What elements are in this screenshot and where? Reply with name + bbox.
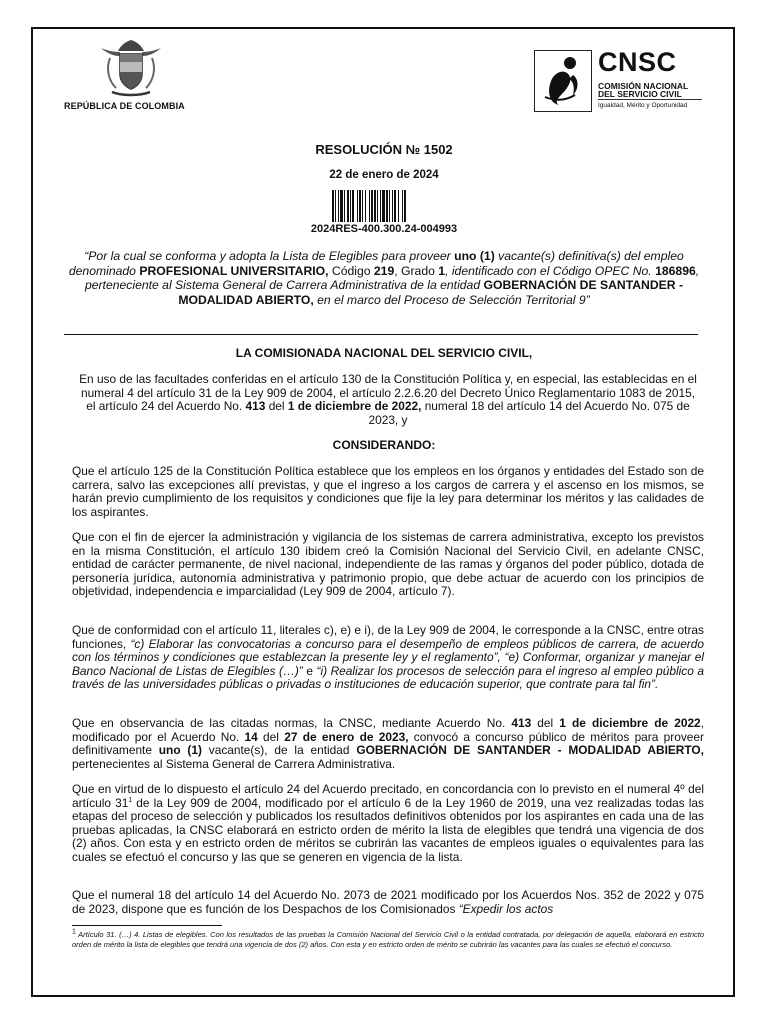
paragraph-2: Que con el fin de ejercer la administración y vigilancia de los sistemas de carrera administrativa, excepto los previstos en la misma Constitución, el artículo 130 ibidem creó la Comisión Nacional del Servicio Civil, en adelante CNSC, entidad de carácter permanente, de nivel nacional, independiente de las ramas y órganos del poder público, dotada de personería jurídica, autonomía administrativa y patrimonio propio, que debe actuar de acuerdo con los principios de objetividad, independencia e imparcialidad (Ley 909 de 2004, artículo 7).: [72, 530, 704, 599]
country-caption: REPÚBLICA DE COLOMBIA: [64, 101, 185, 111]
paragraph-6: Que el numeral 18 del artículo 14 del Acuerdo No. 2073 de 2021 modificado por los Acuerdos Nos. 352 de 2022 y 075 de 2023, dispone que es función de los Despachos de los Comisionados “Expedir los actos: [72, 888, 704, 916]
logo-name-line2: DEL SERVICIO CIVIL: [598, 89, 682, 99]
resolution-code: 2024RES-400.300.24-004993: [310, 223, 458, 235]
logo-emblem-box: [534, 50, 592, 112]
resolution-date: 22 de enero de 2024: [329, 169, 439, 181]
header-divider: [64, 334, 698, 335]
paragraph-4: Que en observancia de las citadas normas, la CNSC, mediante Acuerdo No. 413 del 1 de diciembre de 2022, modificado por el Acuerdo No. 14 del 27 de enero de 2023, convocó a concurso público de méritos para proveer definitivamente uno (1) vacante(s), de la entidad GOBERNACIÓN DE SANTANDER - MODALIDAD ABIERTO, pertenecientes al Sistema General de Carrera Administrativa.: [72, 716, 704, 771]
logo-name-line1: COMISIÓN NACIONAL: [598, 81, 689, 91]
footnote-divider: [72, 925, 222, 926]
considering-heading: CONSIDERANDO:: [332, 438, 436, 452]
barcode-icon: [331, 190, 436, 222]
resolution-title: RESOLUCIÓN № 1502: [315, 142, 453, 157]
logo-acronym: CNSC: [598, 47, 677, 77]
paragraph-5: Que en virtud de lo dispuesto el artículo 24 del Acuerdo precitado, en concordancia con lo previsto en el numeral 4º del artículo $31^1$ de la Ley 909 de 2004, modificado por el artículo 6 de la Ley 1960 de 2019, una vez realizadas todas las etapas del proceso de selección y publicados los resultados definitivos obtenidos por los aspirantes en cada una de las pruebas aplicadas, la CNSC elaborará en estricto orden de mérito la lista de elegibles que tendrá una vigencia de dos (2) años. Con esta y en estricto orden de méritos se cubrirán las vacantes de empleos iguales o equivalentes para las cuales se efectuó el concurso y las que se generen en vigencia de la lista.: [72, 782, 704, 864]
resolution-summary: “Por la cual se conforma y adopta la Lista de Elegibles para proveer uno (1) vacante(s) definitiva(s) del empleo denominado PROFESIONAL UNIVERSITARIO, Código 219, Grado 1, identificado con el Código OPEC No. 186896, perteneciente al Sistema General de Carrera Administrativa de la entidad GOBERNACIÓN DE SANTANDER - MODALIDAD ABIERTO, en el marco del Proceso de Selección Territorial 9”: [68, 249, 700, 307]
logo-tagline: Igualdad, Mérito y Oportunidad: [598, 102, 688, 109]
cnsc-figure-icon: [535, 51, 590, 110]
logo-divider: [598, 99, 702, 100]
authority-heading: LA COMISIONADA NACIONAL DEL SERVICIO CIVIL,: [235, 346, 533, 360]
paragraph-3: Que de conformidad con el artículo 11, literales c), e) e i), de la Ley 909 de 2004, le corresponde a la CNSC, entre otras funciones, “c) Elaborar las convocatorias a concurso para el desempeño de empleos públicos de carrera, de acuerdo con los términos y condiciones que establezcan la presente ley y el reglamento”, “e) Conformar, organizar y manejar el Banco Nacional de Listas de Elegibles (…)” e “i) Realizar los procesos de selección para el ingreso al empleo público a través de las universidades públicas o privadas o instituciones de educación superior, que contrate para tal fin”.: [72, 623, 704, 692]
preamble: En uso de las facultades conferidas en el artículo 130 de la Constitución Política y, en especial, las establecidas en el numeral 4 del artículo 31 de la Ley 909 de 2004, el artículo 2.2.6.20 del Decreto Único Reglamentario 1083 de 2015, el artículo 24 del Acuerdo No. 413 del 1 de diciembre de 2022, numeral 18 del artículo 14 del Acuerdo No. 075 de 2023, y: [79, 372, 697, 427]
cnsc-logo: [534, 47, 702, 112]
coat-of-arms-icon: [96, 38, 166, 100]
footnote: $^1$ Artículo 31. (…) 4. Listas de elegibles. Con los resultados de las pruebas la Comisión Nacional del Servicio Civil o la entidad contratada, por delegación de aquella, elaborará en estricto orden de mérito la lista de elegibles que tendrá una vigencia de dos (2) años. Con esta y en estricto orden de mérito se cubrirán las vacantes para las cuales se efectuó el concurso.: [72, 928, 704, 949]
paragraph-1: Que el artículo 125 de la Constitución Política establece que los empleos en los órganos y entidades del Estado son de carrera, salvo las excepciones allí previstas, y que el ingreso a los cargos de carrera y el ascenso en los mismos, se harán previo cumplimiento de los requisitos y condiciones que fije la ley para determinar los méritos y las calidades de los aspirantes.: [72, 464, 704, 519]
